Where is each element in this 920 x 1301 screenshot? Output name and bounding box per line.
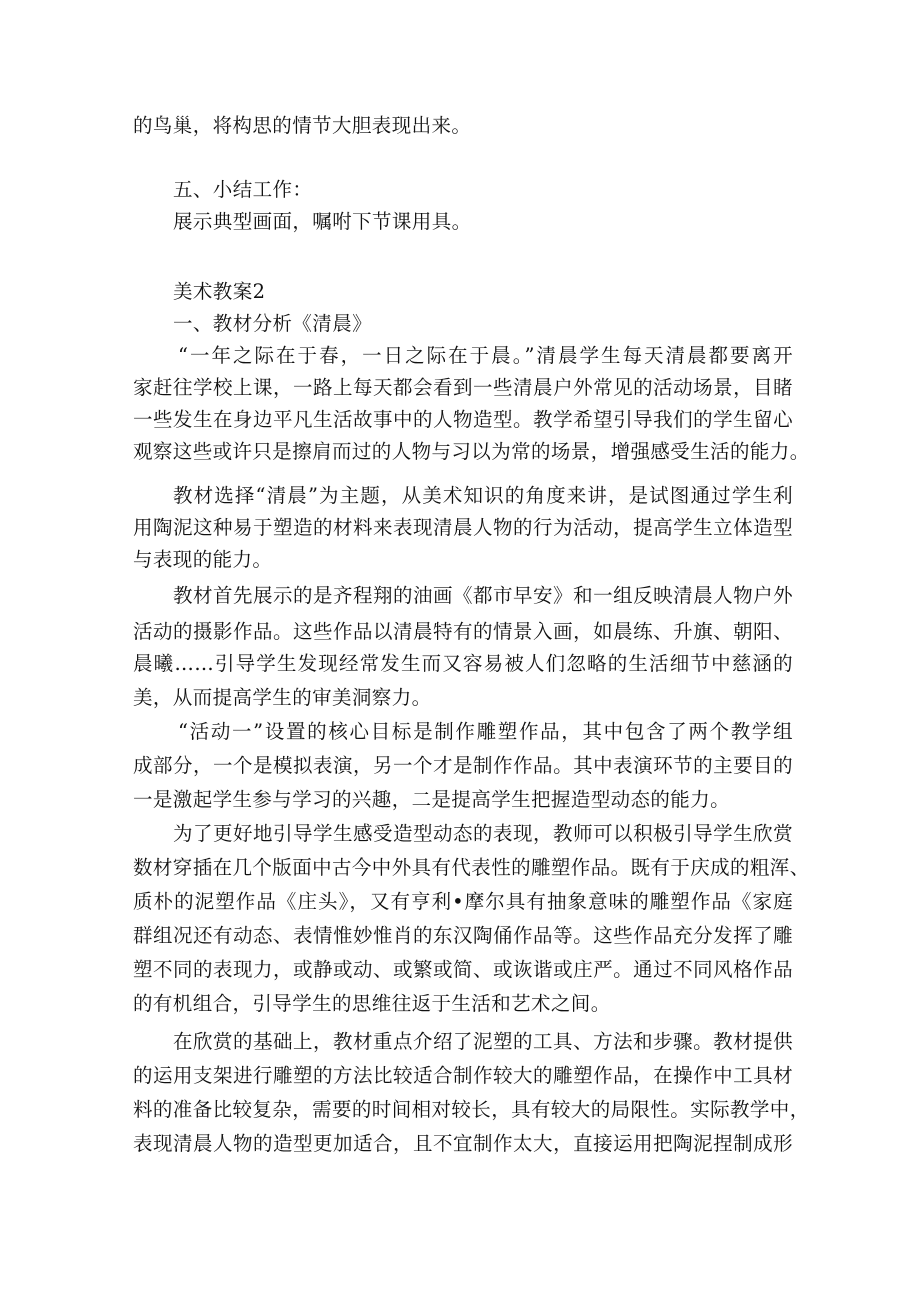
paragraph-line: 在欣赏的基础上，教材重点介绍了泥塑的工具、方法和步骤。教材提供 (173, 1030, 793, 1053)
paragraph-line: 观察这些或许只是擦肩而过的人物与习以为常的场景，增强感受生活的能力。 (133, 440, 810, 463)
paragraph-line: 与表现的能力。 (133, 548, 273, 571)
paragraph-line: 美，从而提高学生的审美洞察力。 (133, 686, 432, 709)
paragraph-line: 为了更好地引导学生感受造型动态的表现，教师可以积极引导学生欣赏 (173, 822, 793, 845)
paragraph-line: 表现清晨人物的造型更加适合，且不宜制作太大，直接运用把陶泥捏制成形 (133, 1132, 793, 1155)
paragraph-line: 一是激起学生参与学习的兴趣，二是提高学生把握造型动态的能力。 (133, 788, 731, 811)
paragraph-line: 成部分，一个是模拟表演，另一个才是制作作品。其中表演环节的主要目的 (133, 754, 793, 777)
paragraph-line: 教材选择“清晨”为主题，从美术知识的角度来讲，是试图通过学生利 (173, 484, 793, 507)
paragraph-line: 晨曦……引导学生发现经常发生而又容易被人们忽略的生活细节中慈涵的 (133, 652, 793, 675)
paragraph-line: 塑不同的表现力，或静或动、或繁或简、或诙谐或庄严。通过不同风格作品 (133, 958, 793, 981)
paragraph-line: “活动一”设置的核心目标是制作雕塑作品，其中包含了两个教学组 (178, 720, 793, 743)
paragraph-line: 活动的摄影作品。这些作品以清晨特有的情景入画，如晨练、升旗、朝阳、 (133, 620, 793, 643)
paragraph-line: 群组况还有动态、表情惟妙惟肖的东汉陶俑作品等。这些作品充分发挥了雕 (133, 924, 793, 947)
paragraph-line: 家赶往学校上课，一路上每天都会看到一些清晨户外常见的活动场景，目睹 (133, 376, 793, 399)
paragraph-line: 的运用支架进行雕塑的方法比较适合制作较大的雕塑作品，在操作中工具材 (133, 1064, 793, 1087)
section-heading: 五、小结工作： (173, 178, 313, 201)
paragraph-line: 一些发生在身边平凡生活故事中的人物造型。教学希望引导我们的学生留心 (133, 408, 793, 431)
paragraph-line: 展示典型画面，嘱咐下节课用具。 (173, 210, 472, 233)
paragraph-line: 用陶泥这种易于塑造的材料来表现清晨人物的行为活动，提高学生立体造型 (133, 516, 793, 539)
paragraph-line: “一年之际在于春，一日之际在于晨。”清晨学生每天清晨都要离开 (178, 344, 793, 367)
paragraph-line: 的鸟巢，将构思的情节大胆表现出来。 (133, 114, 472, 137)
paragraph-line: 数材穿插在几个版面中古今中外具有代表性的雕塑作品。既有于庆成的粗浑、 (133, 856, 810, 879)
document-title: 美术教案2 (173, 280, 266, 303)
paragraph-line: 质朴的泥塑作品《庄头》，又有亨利•摩尔具有抽象意味的雕塑作品《家庭 (133, 890, 793, 913)
paragraph-line: 料的准备比较复杂，需要的时间相对较长，具有较大的局限性。实际教学中， (133, 1098, 810, 1121)
section-heading: 一、教材分析《清晨》 (173, 312, 373, 335)
paragraph-line: 教材首先展示的是齐程翔的油画《都市早安》和一组反映清晨人物户外 (173, 584, 793, 607)
paragraph-line: 的有机组合，引导学生的思维往返于生活和艺术之间。 (133, 992, 611, 1015)
